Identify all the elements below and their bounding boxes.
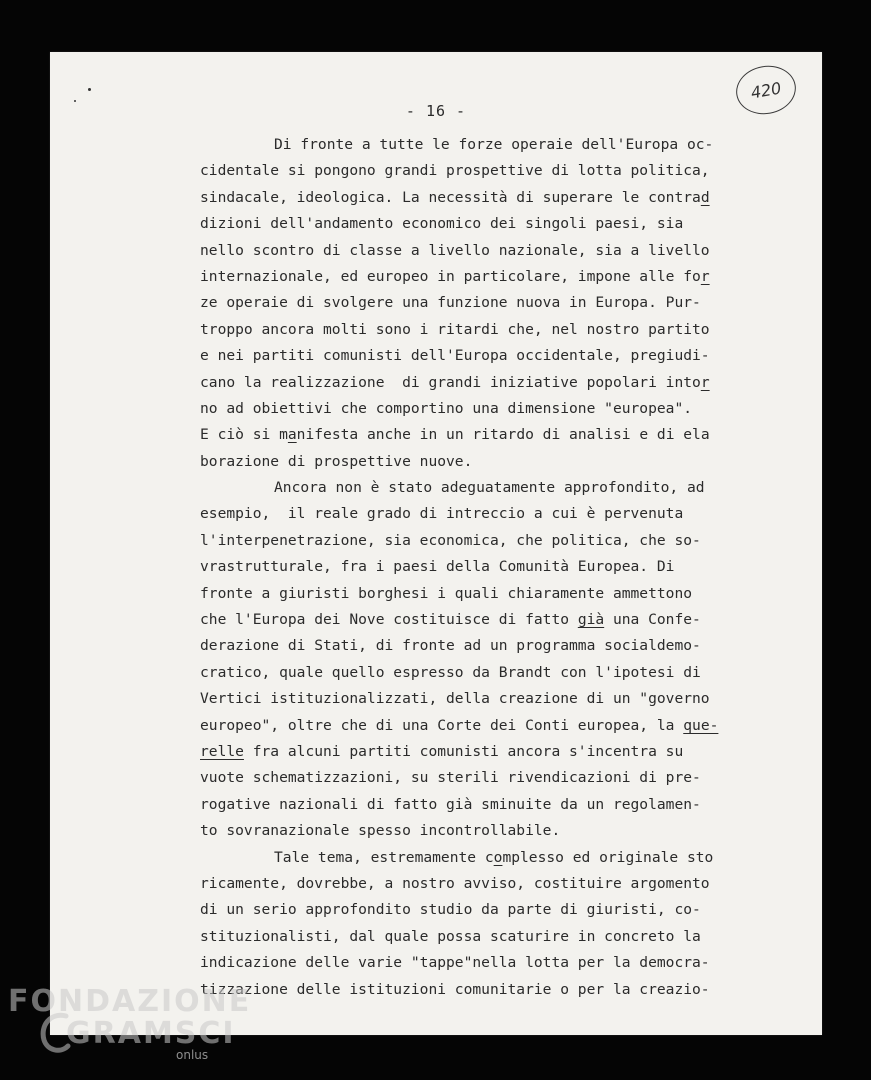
text-line: cano la realizzazione di grandi iniziative popolari intor xyxy=(200,373,710,391)
text-line: no ad obiettivi che comportino una dimensione "europea". xyxy=(200,399,693,417)
text-line: indicazione delle varie "tappe"nella lotta per la democra- xyxy=(200,954,710,972)
watermark-line-1: FONDAZIONE xyxy=(8,984,252,1019)
text-line: rogative nazionali di fatto già sminuite da un regolamen- xyxy=(200,795,701,813)
page-number: - 16 - xyxy=(405,102,467,120)
text-line: europeo", oltre che di una Corte dei Conti europea, la que- xyxy=(200,716,719,734)
text-line: vuote schematizzazioni, su sterili rivendicazioni di pre- xyxy=(200,769,701,787)
typewritten-page xyxy=(50,52,822,1035)
text-line: borazione di prospettive nuove. xyxy=(200,452,473,470)
text-line: Vertici istituzionalizzati, della creazione di un "governo xyxy=(200,690,710,708)
text-line: fronte a giuristi borghesi i quali chiaramente ammettono xyxy=(200,584,693,602)
document-body xyxy=(200,132,790,1003)
text-line: cidentale si pongono grandi prospettive di lotta politica, xyxy=(200,162,710,180)
text-line: di un serio approfondito studio da parte di giuristi, co- xyxy=(200,901,701,919)
text-line: e nei partiti comunisti dell'Europa occidentale, pregiudi- xyxy=(200,347,710,365)
text-line: relle fra alcuni partiti comunisti ancora s'incentra su xyxy=(200,742,684,760)
text-line: dizioni dell'andamento economico dei singoli paesi, sia xyxy=(200,215,684,233)
text-line: ze operaie di svolgere una funzione nuova in Europa. Pur- xyxy=(200,294,701,312)
text-line: derazione di Stati, di fronte ad un programma socialdemo- xyxy=(200,637,701,655)
watermark-subtitle: onlus xyxy=(176,1048,209,1062)
text-line: esempio, il reale grado di intreccio a cui è pervenuta xyxy=(200,505,684,523)
text-line: vrastrutturale, fra i paesi della Comunità Europea. Di xyxy=(200,558,675,576)
text-line: Di fronte a tutte le forze operaie dell'Europa oc- xyxy=(274,136,714,153)
text-line: internazionale, ed europeo in particolare, impone alle for xyxy=(200,267,710,285)
dust-speck xyxy=(88,88,91,91)
text-line: Tale tema, estremamente complesso ed originale sto xyxy=(274,848,714,866)
text-line: to sovranazionale spesso incontrollabile. xyxy=(200,822,561,840)
text-line: sindacale, ideologica. La necessità di superare le contrad xyxy=(200,188,710,206)
watermark-line-2: GRAMSCI xyxy=(66,1016,236,1051)
text-line: l'interpenetrazione, sia economica, che politica, che so- xyxy=(200,531,701,549)
text-line: Ancora non è stato adeguatamente approfondito, ad xyxy=(274,479,705,497)
text-line: E ciò si manifesta anche in un ritardo di analisi e di ela xyxy=(200,426,710,444)
text-line: cratico, quale quello espresso da Brandt con l'ipotesi di xyxy=(200,663,701,681)
text-line: tizzazione delle istituzioni comunitarie o per la creazio- xyxy=(200,980,710,998)
text-line: stituzionalisti, dal quale possa scaturire in concreto la xyxy=(200,927,701,945)
text-line: troppo ancora molti sono i ritardi che, nel nostro partito xyxy=(200,320,710,338)
archive-number: 420 xyxy=(749,77,783,103)
text-line: ricamente, dovrebbe, a nostro avviso, costituire argomento xyxy=(200,874,710,892)
text-line: che l'Europa dei Nove costituisce di fatto già una Confe- xyxy=(200,611,701,629)
text-line: nello scontro di classe a livello nazionale, sia a livello xyxy=(200,241,710,259)
